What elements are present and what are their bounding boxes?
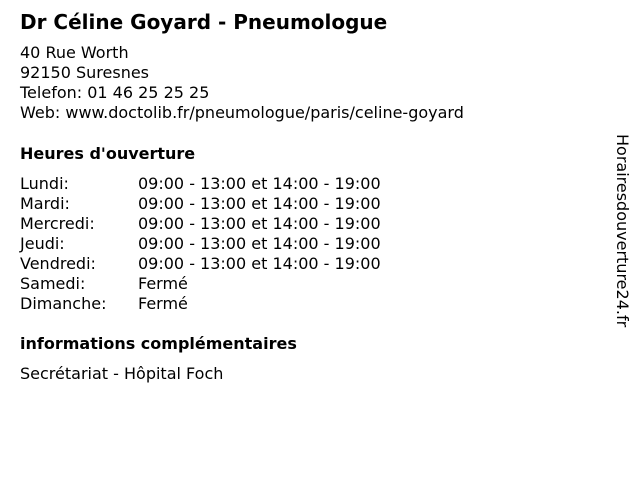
city-postal-code: 92150 Suresnes <box>20 63 150 82</box>
day-label: Vendredi: <box>20 254 96 273</box>
site-watermark: Horairesdouverture24.fr <box>613 134 632 328</box>
street-address: 40 Rue Worth <box>20 43 129 62</box>
day-label: Jeudi: <box>20 234 65 253</box>
hours-value: 09:00 - 13:00 et 14:00 - 19:00 <box>138 214 381 233</box>
hours-value: 09:00 - 13:00 et 14:00 - 19:00 <box>138 194 381 213</box>
opening-hours-heading: Heures d'ouverture <box>20 144 196 163</box>
additional-info-heading: informations complémentaires <box>20 334 297 353</box>
day-label: Samedi: <box>20 274 86 293</box>
phone-number: Telefon: 01 46 25 25 25 <box>20 83 210 102</box>
page-title: Dr Céline Goyard - Pneumologue <box>20 10 388 34</box>
website: Web: www.doctolib.fr/pneumologue/paris/celine-goyard <box>20 103 464 122</box>
hours-value: 09:00 - 13:00 et 14:00 - 19:00 <box>138 234 381 253</box>
hours-value: Fermé <box>138 294 188 313</box>
hours-value: 09:00 - 13:00 et 14:00 - 19:00 <box>138 174 381 193</box>
hours-value: 09:00 - 13:00 et 14:00 - 19:00 <box>138 254 381 273</box>
day-label: Mardi: <box>20 194 70 213</box>
address-block <box>20 43 464 123</box>
hours-value: Fermé <box>138 274 188 293</box>
day-label: Lundi: <box>20 174 69 193</box>
day-label: Mercredi: <box>20 214 95 233</box>
additional-info-text: Secrétariat - Hôpital Foch <box>20 364 224 383</box>
day-label: Dimanche: <box>20 294 107 313</box>
